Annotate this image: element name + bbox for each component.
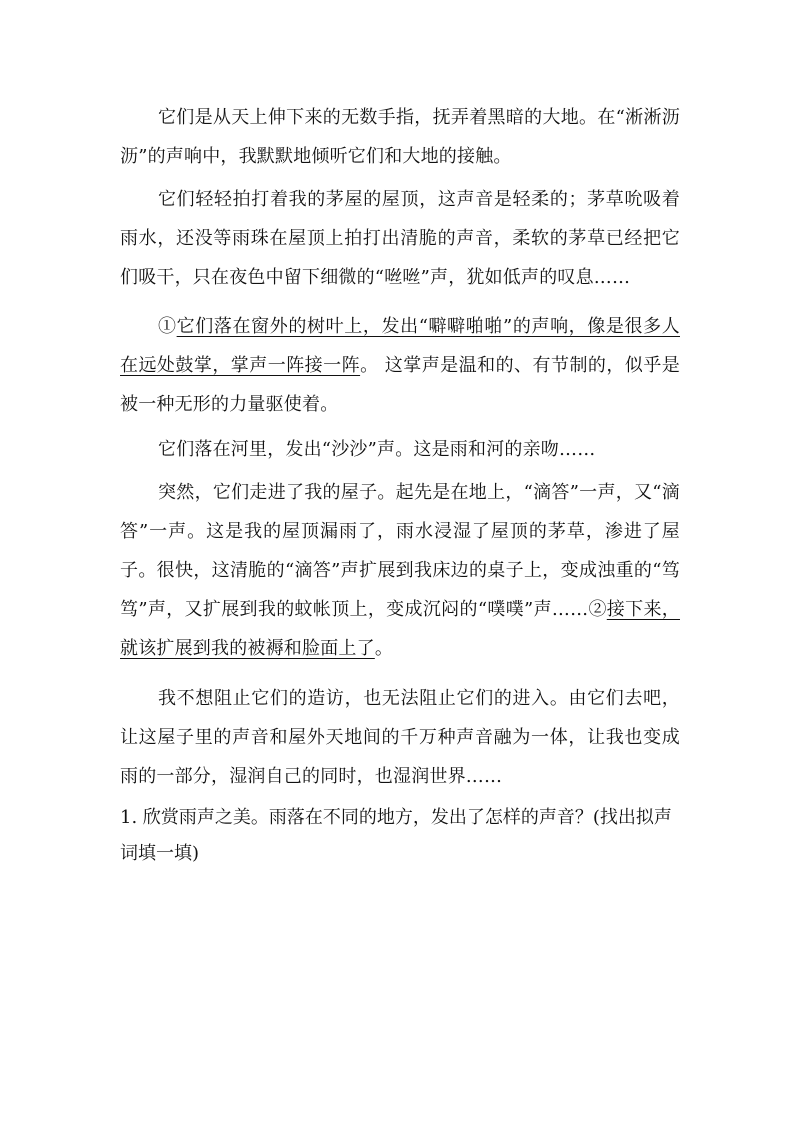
paragraph-5-text: 突然，它们走进了我的屋子。起先是在地上，“滴答”一声，又“滴答”一声。这是我的屋顶漏雨了，雨水浸湿了屋顶的茅草，渗进了屋子。很快，这清脆的“滴答”声扩展到我床边的桌子上，变成浊重的“笃笃”声，又扩展到我的蚊帐顶上，变成沉闷的“噗噗”声…… [120, 482, 680, 620]
paragraph-4 [120, 430, 680, 469]
paragraph-1-text: 它们是从天上伸下来的无数手指，抚弄着黑暗的大地。在“淅淅沥沥”的声响中，我默默地倾听它们和大地的接触。 [120, 107, 680, 167]
paragraph-2-text: 它们轻轻拍打着我的茅屋的屋顶，这声音是轻柔的；茅草吮吸着雨水，还没等雨珠在屋顶上拍打出清脆的声音，柔软的茅草已经把它们吸干，只在夜色中留下细微的“咝咝”声，犹如低声的叹息…… [120, 189, 680, 288]
paragraph-5-end: 。 [374, 638, 394, 659]
underlined-sentence-2: 接下来，就该扩展到我的被褥和脸面上了 [120, 599, 680, 659]
question-1 [120, 800, 680, 872]
paragraph-6 [120, 679, 680, 796]
paragraph-6-text: 我不想阻止它们的造访，也无法阻止它们的进入。由它们去吧，让这屋子里的声音和屋外天地间的千万种声音融为一体，让我也变成雨的一部分，湿润自己的同时，也湿润世界…… [120, 688, 680, 787]
paragraph-2 [120, 180, 680, 297]
underlined-sentence-1: 它们落在窗外的树叶上，发出“噼噼啪啪”的声响，像是很多人在远处鼓掌，掌声一阵接一阵 [120, 316, 680, 376]
marker-1: ① [158, 316, 177, 337]
paragraph-3 [120, 307, 680, 424]
question-1-text: 1. 欣赏雨声之美。雨落在不同的地方，发出了怎样的声音？(找出拟声词填一填) [120, 807, 672, 864]
paragraph-1 [120, 98, 680, 176]
marker-2: ② [588, 599, 607, 620]
paragraph-5 [120, 473, 680, 668]
paragraph-3-rest: 。 这掌声是温和的、有节制的，似乎是被一种无形的力量驱使着。 [120, 355, 680, 415]
paragraph-4-text: 它们落在河里，发出“沙沙”声。这是雨和河的亲吻…… [158, 439, 596, 460]
